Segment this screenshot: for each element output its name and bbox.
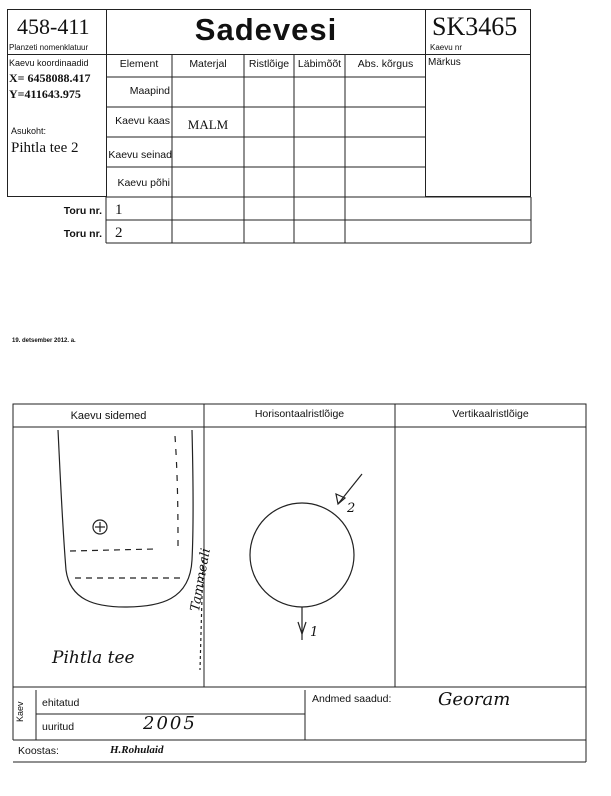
horizontal-section-sketch [250, 474, 362, 640]
author-label: Koostas: [18, 745, 59, 757]
row-element-cover: Kaevu kaas [115, 115, 170, 127]
well-id-label: Kaevu nr [430, 43, 463, 52]
row-element-ground: Maapind [129, 85, 170, 97]
row-element-bottom: Kaevu põhi [117, 177, 170, 189]
built-label: ehitatud [42, 697, 80, 709]
well-connections-sketch [58, 430, 203, 670]
col-abs-height: Abs. kõrgus [357, 58, 414, 70]
date-stamp: 19. detsember 2012. a. [12, 338, 76, 344]
source-value: Georam [438, 689, 511, 710]
surveyed-value: 2005 [143, 713, 197, 734]
col-cross-section: Ristlõige [248, 58, 290, 70]
source-label: Andmed saadud: [312, 693, 392, 705]
col-element: Element [119, 58, 159, 70]
address: Pihtla tee 2 [11, 140, 79, 156]
pipe-1-marker: 1 [310, 625, 319, 640]
pipe-2-label: Toru nr. [63, 228, 102, 240]
well-side-label: Kaev [15, 701, 25, 722]
pipe-1-label: Toru nr. [63, 205, 102, 217]
col-diameter: Läbimõõt [297, 58, 342, 70]
col-material: Materjal [189, 58, 227, 70]
pipe-2-marker: 2 [347, 501, 356, 516]
side-street-label: Tammeali [188, 547, 214, 613]
header-vertical: Vertikaalristlõige [452, 408, 529, 420]
pipe-2-value: 2 [115, 225, 123, 241]
coord-x: X= 6458088.417 [9, 71, 91, 85]
author-value: H.Rohulaid [110, 744, 164, 756]
surveyed-label: uuritud [42, 721, 75, 733]
pipe-1-value: 1 [115, 202, 123, 218]
well-id: SK3465 [432, 12, 518, 41]
coord-y: Y=411643.975 [9, 87, 81, 101]
coords-label: Kaevu koordinaadid [9, 58, 89, 68]
row-element-walls: Kaevu seinad [108, 149, 172, 161]
street-label: Pihtla tee [52, 648, 135, 668]
header-connections: Kaevu sidemed [70, 410, 147, 422]
notes-label: Märkus [428, 57, 461, 68]
address-label: Asukoht: [11, 126, 47, 136]
header-horizontal: Horisontaalristlõige [254, 408, 345, 420]
map-code-label: Planzeti nomenklatuur [9, 43, 89, 52]
row-material-cover: MALM [187, 117, 229, 132]
page-title: Sadevesi [194, 12, 338, 47]
map-code: 458-411 [17, 14, 90, 39]
